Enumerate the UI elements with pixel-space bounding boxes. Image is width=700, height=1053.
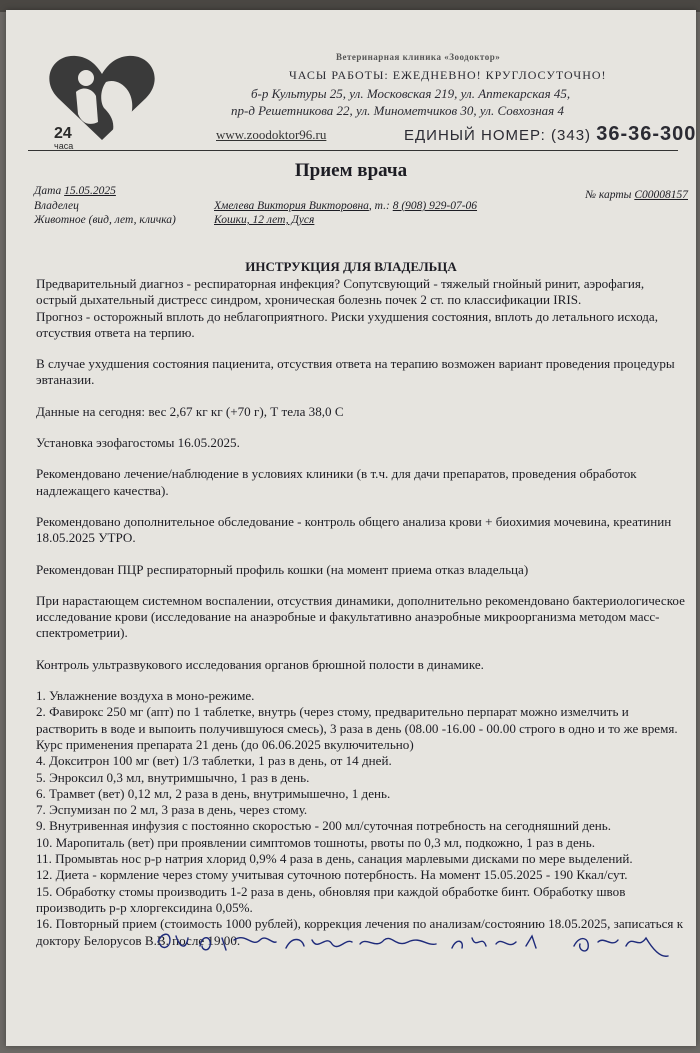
bloodwork-paragraph: Рекомендовано дополнительное обследование - контроль общего анализа крови + биохимия мочевина, креатинин 18.05.2025 УТРО. [36, 513, 672, 546]
handwritten-note [156, 928, 676, 960]
owner-name: Хмелева Виктория Викторовна [214, 200, 369, 212]
list-item: 2. Фавирокс 250 мг (апт) по 1 таблетке, внутрь (через стому, предварительно перпарат можно измелчить и растворить в воде и выпоить получившуюся смесь), 3 раза в день (08.00 -16.00 - 00.00 строго в одно и то же время. Курс применения препарата 21 день (до 06.06.2025 вкулючительно) [36, 704, 678, 752]
phone-block [404, 123, 696, 146]
clinic-name: Ветеринарная клиника «Зоодоктор» [336, 52, 501, 62]
list-item: 16. Повторный прием (стоимость 1000 рублей), коррекция лечения по анализам/состоянию 18.05.2025, записаться к доктору Белорусов В.В. после 19.00. [36, 916, 684, 948]
website-link[interactable]: www.zoodoktor96.ru [216, 127, 327, 142]
ultrasound-paragraph: Контроль ультразвукового исследования органов брюшной полости в динамике. [36, 656, 484, 672]
euthanasia-paragraph: В случае ухудшения состояния пациенита, отсуствия ответа на терапию возможен вариант проведения процедуры эвтаназии. [36, 356, 675, 388]
instruction-body [36, 276, 686, 949]
list-item: 10. Маропиталь (вет) при проявлении симптомов тошноты, рвоты по 0,3 мл, подкожно, 1 раз в день. [36, 834, 596, 850]
esophagostomy-paragraph: Установка эзофагостомы 16.05.2025. [36, 435, 240, 451]
date-value: 15.05.2025 [64, 185, 116, 197]
owner-label: Владелец [34, 200, 79, 212]
card-number-field: № карты С00008157 [585, 189, 688, 201]
pcr-paragraph: Рекомендован ПЦР респираторный профиль кошки (на момент приема отказ владельца) [36, 561, 529, 577]
diagnosis-paragraph: Предварительный диагноз - респираторная инфекция? Сопутсвующий - тяжелый гнойный ринит, аэрофагия, острый дыхательный дистресс синдром, хроническая болезнь почек 2 ст. по классификации IRIS. [36, 276, 645, 308]
list-item: 7. Эспумизан по 2 мл, 3 раза в день, через стому. [36, 802, 308, 818]
list-item: 1. Увлажнение воздуха в моно-режиме. [36, 688, 255, 704]
date-field: Дата 15.05.2025 [34, 185, 116, 197]
list-item: 12. Диета - кормление через стому учитывая суточною потербность. На момент 15.05.2025 - 190 Ккал/сут. [36, 867, 628, 883]
list-item: 6. Трамвет (вет) 0,12 мл, 2 раза в день, внутримышечно, 1 день. [36, 785, 391, 801]
vitals-paragraph: Данные на сегодня: вес 2,67 кг кг (+70 г), Т тела 38,0 С [36, 403, 344, 419]
list-item: 15. Обработку стомы производить 1-2 раза в день, обновляя при каждой обработке бинт. Обработку швов производить р-р хлоргексидина 0,05%. [36, 883, 626, 915]
list-item: 4. Докситрон 100 мг (вет) 1/3 таблетки, 1 раз в день, от 14 дней. [36, 753, 392, 769]
working-hours: ЧАСЫ РАБОТЫ: ЕЖЕДНЕВНО! КРУГЛОСУТОЧНО! [289, 68, 607, 82]
owner-phone: 8 (908) 929-07-06 [392, 200, 478, 212]
header-divider [28, 150, 678, 151]
bacteriology-paragraph: При нарастающем системном воспалении, отсуствия динамики, дополнительно рекомендовано бактериологическое исследование крови (исследование на анаэробные и факультативно анаэробные микроорганизма методом масс-спектрометрии). [36, 592, 685, 641]
instruction-heading: ИНСТРУКЦИЯ ДЛЯ ВЛАДЕЛЬЦА [245, 259, 457, 274]
address-line-1: б-р Культуры 25, ул. Московская 219, ул. Аптекарская 45, [251, 86, 571, 101]
phone-label: ЕДИНЫЙ НОМЕР: (343) [404, 127, 592, 144]
prognosis-paragraph: Прогноз - осторожный вплоть до неблагоприятного. Риски ухудшения состояния, вплоть до летального исхода, отсуствия ответа на терпию. [36, 308, 658, 340]
animal-field [214, 214, 314, 226]
logo-24-label: 24 часа [54, 125, 74, 151]
owner-field: Хмелева Виктория Викторовна, т.: 8 (908) 929-07-06 [214, 200, 478, 212]
phone-number: 36-36-300 [596, 123, 696, 145]
list-item: 11. Промывтаь нос р-р натрия хлорид 0,9% 4 раза в день, санация марлевыми дисками по мере выделений. [36, 851, 633, 867]
address-line-2: пр-д Решетникова 22, ул. Минометчиков 30, ул. Совхозная 4 [231, 103, 564, 118]
document-title: Прием врача [294, 160, 408, 181]
inpatient-paragraph: Рекомендовано лечение/наблюдение в условиях клиники (в т.ч. для дачи препаратов, проведения обработок надлежащего качества). [36, 466, 637, 498]
list-item: 9. Внутривенная инфузия с постоянно скоростью - 200 мл/суточная потребность на сегодняшний день. [36, 818, 612, 834]
card-number-value: С00008157 [634, 189, 688, 201]
animal-label: Животное (вид, лет, кличка) [34, 214, 176, 226]
document-sheet [6, 10, 696, 1046]
list-item: 5. Энроксил 0,3 мл, внутримшычно, 1 раз в день. [36, 769, 310, 785]
animal-value: Кошки, 12 лет, Дуся [214, 214, 315, 226]
